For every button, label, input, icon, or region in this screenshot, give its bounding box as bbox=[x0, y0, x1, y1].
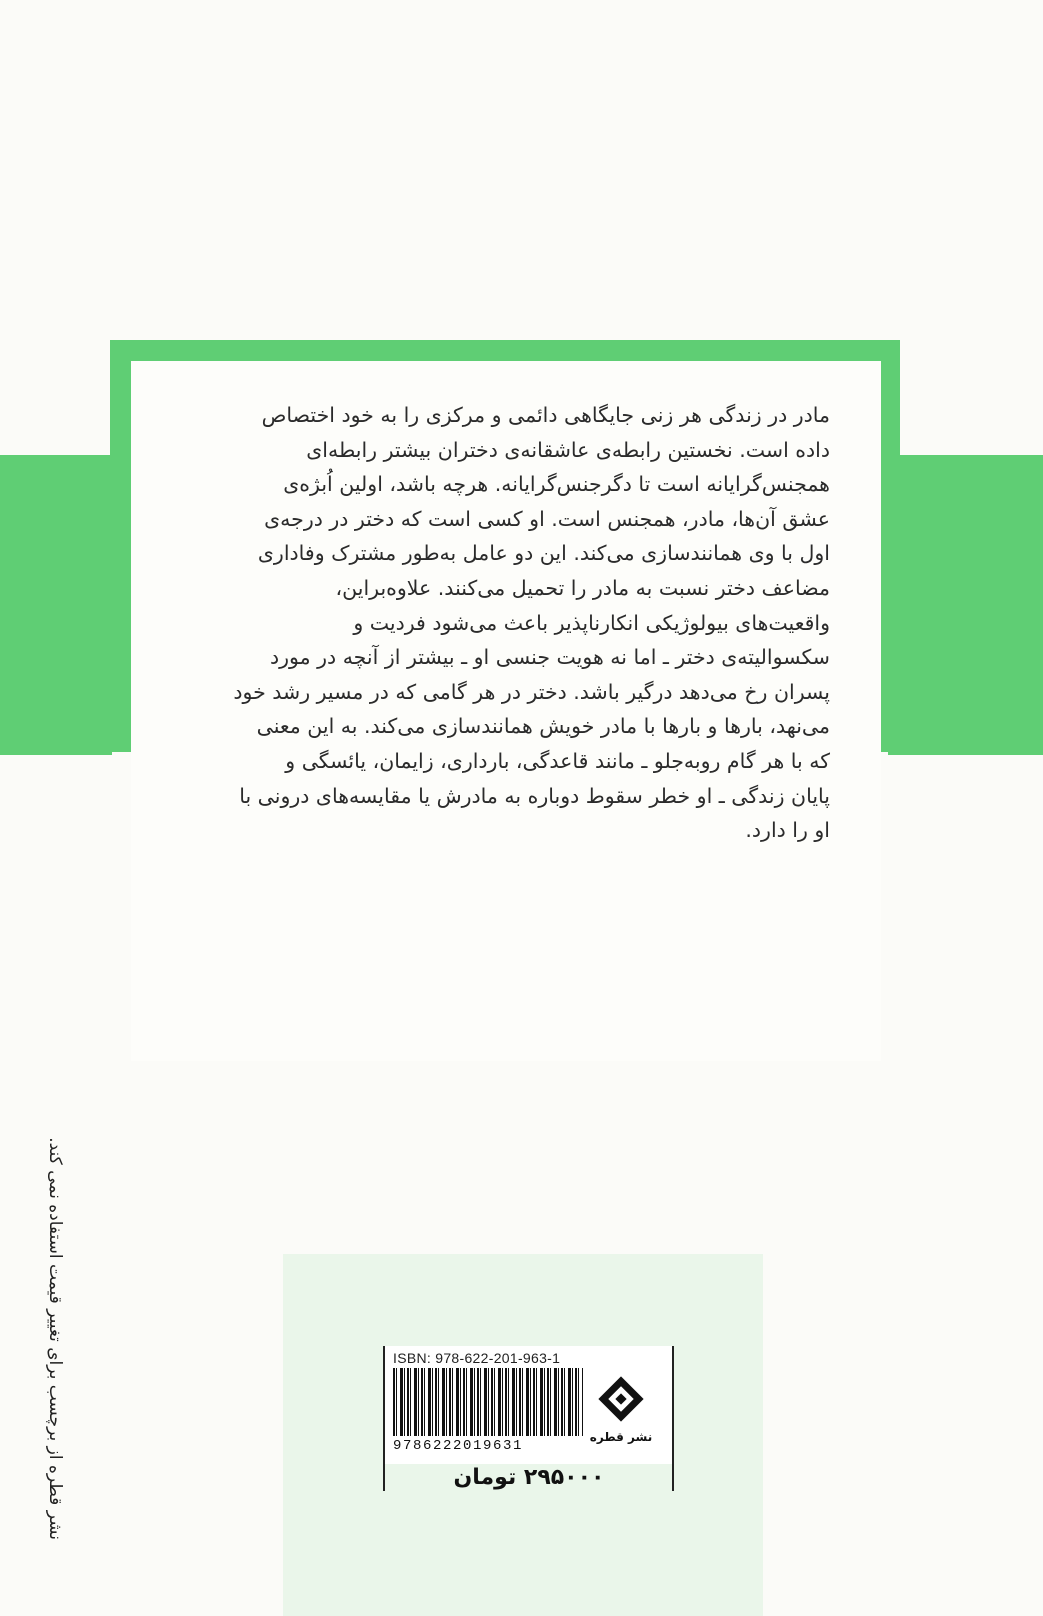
blurb-line: اول با وی همانندسازی می‌کند. این دو عامل به‌طور مشترک وفاداری bbox=[257, 541, 830, 566]
barcode-bars bbox=[393, 1368, 583, 1436]
publisher-logo-icon bbox=[594, 1372, 648, 1426]
isbn-text: ISBN: 978-622-201-963-1 bbox=[393, 1350, 561, 1366]
green-band-right bbox=[888, 455, 1043, 755]
blurb-line: پسران رخ می‌دهد درگیر باشد. دختر در هر گامی که در مسیر رشد خود bbox=[233, 679, 830, 704]
green-band-left bbox=[0, 455, 112, 755]
blurb-line: مضاعف دختر نسبت به مادر را تحمیل می‌کنند. علاوه‌براین، bbox=[335, 575, 830, 600]
barcode-digits: 9786222019631 bbox=[393, 1438, 524, 1454]
blurb-line: عشق آن‌ها، مادر، همجنس است. او کسی است که دختر در درجه‌ی bbox=[264, 506, 830, 531]
blurb-line: او را دارد. bbox=[745, 818, 830, 843]
blurb-line: همجنس‌گرایانه است تا دگرجنس‌گرایانه. هرچه باشد، اولین اُبژه‌ی bbox=[283, 472, 830, 497]
blurb-line: می‌نهد، بارها و بارها با مادر خویش همانندسازی می‌کند. به این معنی bbox=[256, 714, 830, 739]
blurb-line: که با هر گام روبه‌جلو ـ مانند قاعدگی، بارداری، زایمان، یائسگی و bbox=[285, 748, 830, 773]
blurb-line: سکسوالیته‌ی دختر ـ اما نه هویت جنسی او ـ بیشتر از آنچه در مورد bbox=[270, 645, 830, 670]
blurb-line: مادر در زندگی هر زنی جایگاهی دائمی و مرکزی را به خود اختصاص bbox=[261, 403, 830, 427]
price-text: ۲۹۵۰۰۰ تومان bbox=[453, 1465, 605, 1490]
price-label-note bbox=[45, 1065, 80, 1540]
blurb-line: پایان زندگی ـ او خطر سقوط دوباره به مادرش یا مقایسه‌های درونی با bbox=[239, 783, 830, 808]
back-cover-blurb bbox=[190, 398, 830, 848]
blurb-line: واقعیت‌های بیولوژیکی انکارناپذیر باعث می‌شود فردیت و bbox=[353, 610, 830, 635]
publisher-logo-label: نشر قطره bbox=[589, 1430, 653, 1444]
blurb-line: داده است. نخستین رابطه‌ی عاشقانه‌ی دختران بیشتر رابطه‌ای bbox=[306, 437, 830, 462]
side-note-text: نشر قطره از برچسب برای تغییر قیمت استفاده نمی کند. bbox=[45, 1137, 65, 1540]
